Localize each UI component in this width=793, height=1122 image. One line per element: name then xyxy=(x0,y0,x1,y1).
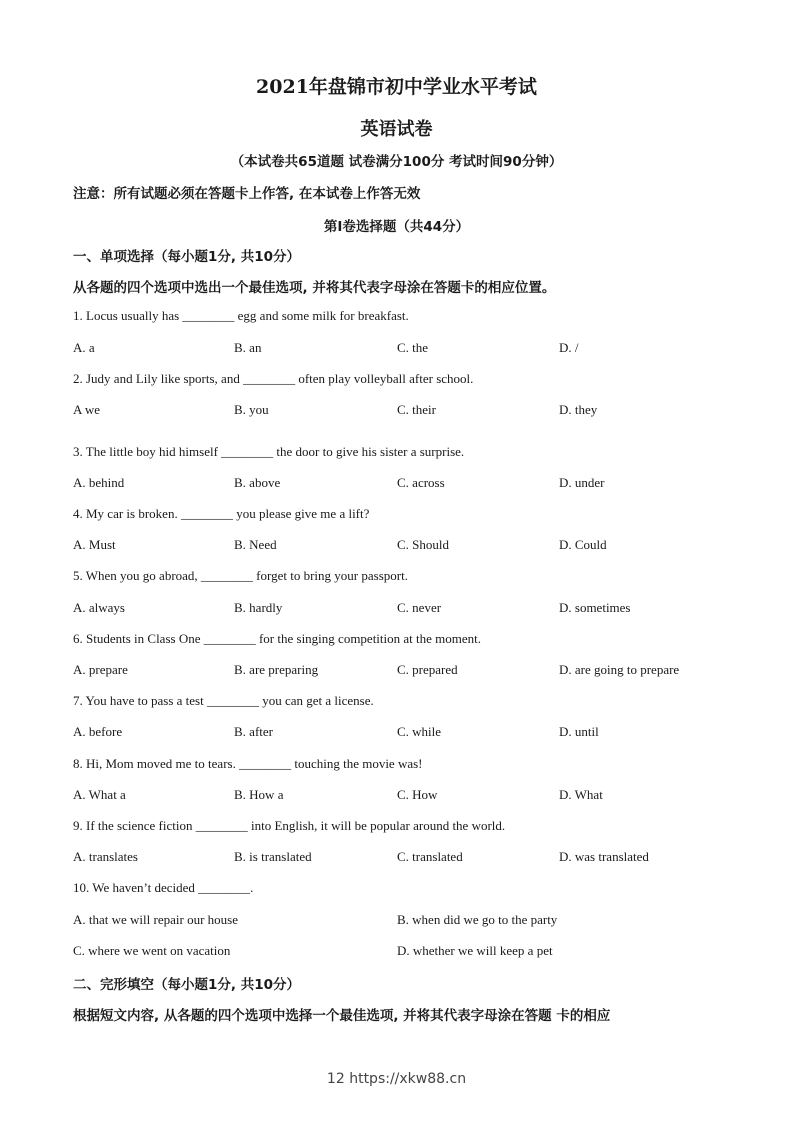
option-d: D. sometimes xyxy=(559,600,631,615)
option-a: A. a xyxy=(73,340,95,355)
option-b: B. is translated xyxy=(234,849,312,864)
option-c: C. never xyxy=(397,600,442,615)
exam-title: 2021年盘锦市初中学业水平考试 xyxy=(256,76,537,98)
option-b: B. are preparing xyxy=(234,662,319,677)
notice-text: 注意：所有试题必须在答题卡上作答, 在本试卷上作答无效 xyxy=(73,186,421,202)
option-d: D. / xyxy=(559,340,579,355)
section2-instruction: 根据短文内容, 从各题的四个选项中选择一个最佳选项, 并将其代表字母涂在答题 卡的相应 xyxy=(73,1008,611,1024)
question-3: 3. The little boy hid himself ________ the door to give his sister a surprise. xyxy=(73,444,465,459)
option-a: A. prepare xyxy=(73,662,128,677)
option-d: D. Could xyxy=(559,537,607,552)
option-d: D. they xyxy=(559,402,598,417)
option-b: B. when did we go to the party xyxy=(397,912,558,927)
question-5: 5. When you go abroad, ________ forget to bring your passport. xyxy=(73,568,408,583)
question-7: 7. You have to pass a test ________ you can get a license. xyxy=(73,693,374,708)
option-a: A. What a xyxy=(73,787,126,802)
page-footer xyxy=(0,1071,793,1087)
option-c: C. translated xyxy=(397,849,463,864)
question-2: 2. Judy and Lily like sports, and ________ often play volleyball after school. xyxy=(73,371,474,386)
option-b: B. hardly xyxy=(234,600,283,615)
option-b: B. How a xyxy=(234,787,284,802)
option-b: B. after xyxy=(234,724,273,739)
footer-url[interactable]: https://xkw88.cn xyxy=(349,1071,467,1087)
option-c: C. How xyxy=(397,787,438,802)
question-6: 6. Students in Class One ________ for the singing competition at the moment. xyxy=(73,631,482,646)
option-a: A. that we will repair our house xyxy=(73,912,238,927)
option-d: D. What xyxy=(559,787,603,802)
option-a: A we xyxy=(73,402,101,417)
option-c: C. Should xyxy=(397,537,450,552)
question-8: 8. Hi, Mom moved me to tears. ________ touching the movie was! xyxy=(73,756,423,771)
option-a: A. always xyxy=(73,600,125,615)
option-d: D. are going to prepare xyxy=(559,662,680,677)
exam-info: （本试卷共65道题 试卷满分100分 考试时间90分钟） xyxy=(230,154,563,170)
option-a: A. translates xyxy=(73,849,138,864)
section1-title: 一、单项选择（每小题1分, 共10分） xyxy=(73,249,301,265)
option-a: A. before xyxy=(73,724,123,739)
option-b: B. above xyxy=(234,475,281,490)
question-10: 10. We haven’t decided ________. xyxy=(73,880,254,895)
option-c: C. across xyxy=(397,475,445,490)
option-b: B. you xyxy=(234,402,269,417)
option-c: C. while xyxy=(397,724,442,739)
option-d: D. was translated xyxy=(559,849,649,864)
option-b: B. an xyxy=(234,340,262,355)
question-1: 1. Locus usually has ________ egg and some milk for breakfast. xyxy=(73,308,409,323)
option-d: D. until xyxy=(559,724,599,739)
question-4: 4. My car is broken. ________ you please give me a lift? xyxy=(73,506,370,521)
option-a: A. Must xyxy=(73,537,116,552)
subject-title: 英语试卷 xyxy=(360,119,433,140)
section1-instruction: 从各题的四个选项中选出一个最佳选项, 并将其代表字母涂在答题卡的相应位置。 xyxy=(73,280,556,296)
option-c: C. where we went on vacation xyxy=(73,943,231,958)
part-title: 第I卷选择题（共44分） xyxy=(323,219,470,235)
section2-title: 二、完形填空（每小题1分, 共10分） xyxy=(73,977,301,993)
option-c: C. prepared xyxy=(397,662,458,677)
option-b: B. Need xyxy=(234,537,277,552)
option-d: D. under xyxy=(559,475,605,490)
option-c: C. the xyxy=(397,340,429,355)
question-9: 9. If the science fiction ________ into English, it will be popular around the world. xyxy=(73,818,506,833)
option-c: C. their xyxy=(397,402,436,417)
option-a: A. behind xyxy=(73,475,125,490)
option-d: D. whether we will keep a pet xyxy=(397,943,553,958)
page-number: 12 xyxy=(326,1071,345,1087)
